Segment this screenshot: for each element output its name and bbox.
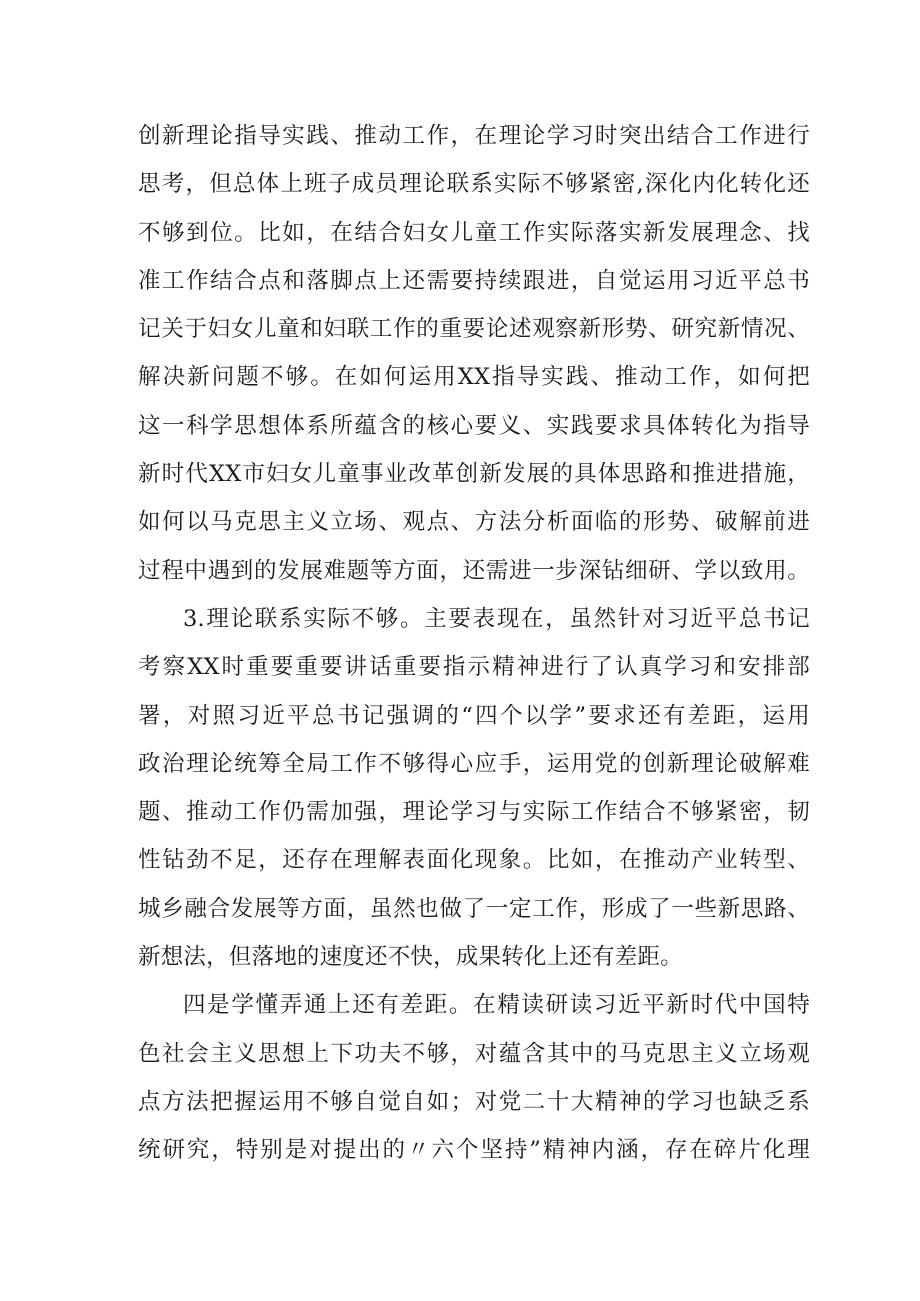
text-line-last: 新想法，但落地的速度还不快，成果转化上还有差距。 — [138, 944, 683, 971]
text-line: 性钻劲不足，还存在理解表面化现象。比如，在推动产业转型、 — [138, 847, 810, 874]
text-line: 统研究，特别是对提出的〃六个坚持”精神内涵，存在碎片化理 — [138, 1137, 810, 1164]
text-line: 不够到位。比如，在结合妇女儿童工作实际落实新发展理念、找 — [138, 219, 810, 246]
text-line-first: 四是学懂弄通上还有差距。在精读研读习近平新时代中国特 — [183, 992, 810, 1019]
text-line: 创新理论指导实践、推动工作，在理论学习时突出结合工作进行 — [138, 123, 810, 149]
text-line: 点方法把握运用不够自觉自如；对党二十大精神的学习也缺乏系 — [138, 1088, 810, 1115]
document-body — [138, 112, 810, 1175]
text-line: 题、推动工作仍需加强，理论学习与实际工作结合不够紧密，韧 — [138, 799, 810, 826]
text-line: 如何以马克思主义立场、观点、方法分析面临的形势、破解前进 — [138, 509, 810, 536]
text-line: 政治理论统筹全局工作不够得心应手，运用党的创新理论破解难 — [138, 750, 810, 777]
text-line: 解决新问题不够。在如何运用XX指导实践、推动工作，如何把 — [138, 364, 810, 391]
text-line: 考察XX时重要重要讲话重要指示精神进行了认真学习和安排部 — [138, 654, 810, 681]
paragraph-theory-practice — [138, 112, 810, 595]
text-line: 新时代XX市妇女儿童事业改革创新发展的具体思路和推进措施， — [138, 461, 810, 488]
text-line: 过程中遇到的发展难题等方面，还需进一步深钻细研、学以致用。 — [138, 557, 810, 584]
text-line: 记关于妇女儿童和妇联工作的重要论述观察新形势、研究新情况、 — [138, 316, 810, 343]
paragraph-item-4 — [138, 981, 810, 1174]
text-line: 署，对照习近平总书记强调的“四个以学”要求还有差距，运用 — [138, 702, 810, 729]
text-line-first: 3.理论联系实际不够。主要表现在，虽然针对习近平总书记 — [183, 605, 810, 632]
text-line: 城乡融合发展等方面，虽然也做了一定工作，形成了一些新思路、 — [138, 895, 810, 922]
text-line: 思考，但总体上班子成员理论联系实际不够紧密,深化内化转化还 — [138, 171, 810, 198]
text-line: 准工作结合点和落脚点上还需要持续跟进，自觉运用习近平总书 — [138, 267, 810, 294]
text-line: 这一科学思想体系所蕴含的核心要义、实践要求具体转化为指导 — [138, 412, 810, 439]
text-line: 色社会主义思想上下功夫不够，对蕴含其中的马克思主义立场观 — [138, 1040, 810, 1067]
paragraph-item-3 — [138, 595, 810, 981]
